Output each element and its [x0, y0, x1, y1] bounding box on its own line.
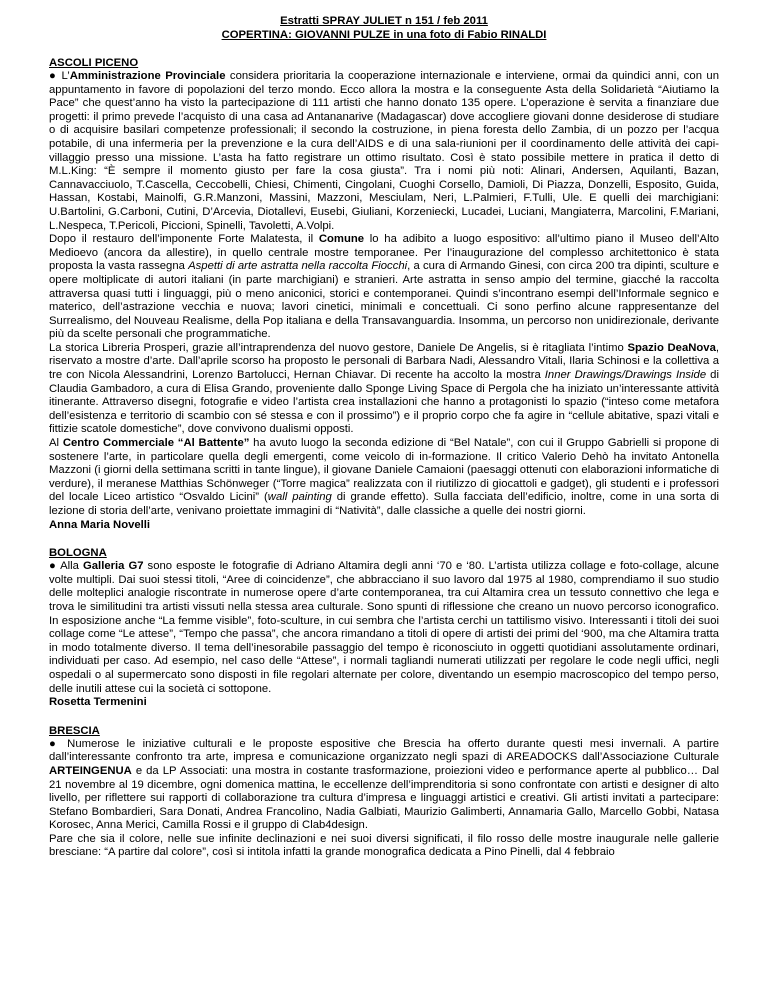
- paragraph: [49, 342, 719, 437]
- text-run: Pare che sia il colore, nelle sue infinite declinazioni e nei suoi diversi significati, il filo rosso delle mostre inaugurale nelle gallerie bresciane: “A partire dal colore”, così si intitola infatti la grande monografica dedicata a Pino Pinelli, dal 4 febbraio: [49, 832, 719, 859]
- paragraph: [49, 233, 719, 342]
- cover-caption: COPERTINA: GIOVANNI PULZE in una foto di Fabio RINALDI: [221, 29, 547, 41]
- text-run: considera prioritaria la cooperazione internazionale e interviene, ormai da quindici anni, con un appuntamento in favore di popolazioni del terzo mondo. Ecco allora la mostra e la conseguente Asta della Solidarietà “Aiutiamo la Pace” che quest’anno ha visto la partecipazione di 111 artisti che hanno donato 135 opere. L’operazione è servita a finanziare due progetti: il primo prevede l’acquisto di una casa ad Antananarive (Madagascar) dove accogliere giovani donne desiderose di studiare o di acquisire basilari competenze professionali; il secondo la costruzione, in piena foresta dello Zambia, di un pozzo per l’acqua potabile, di una infermeria per la prevenzione e la cura dell’AIDS e di una sala-riunioni per il coordinamento delle attività dei capi-villaggio presso una missione. L’asta ha fatto registrare un ottimo risultato. Così è stato possibile mettere in pratica il detto di M.L.King: “È sempre il momento giusto per fare la cosa giusta”. Tra i nomi più noti: Alinari, Andersen, Aquilanti, Bazan, Cannavacciuolo, T.Cascella, Ceccobelli, Chiesi, Chimenti, Cingolani, Cuoghi Corsello, Damioli, Di Piazza, Donzelli, Esposito, Guida, Hassan, Kostabi, Mainolfi, G.R.Manzoni, Massini, Mazzoni, Mesciulam, Neri, L.Palmieri, F.Tulli, Ule. E quelli dei marchigiani: U.Bartolini, G.Carboni, Cutini, D’Arcevia, Diotallevi, Eusebi, Giuliani, Korzeniecki, Lucadei, Luciani, Mangiaterra, Marcolini, F.Mariani, L.Nespeca, T.Pericoli, Piccioni, Spinelli, Tavoletti, A.Volpi.: [49, 70, 719, 232]
- text-run-italic: wall painting: [267, 491, 332, 504]
- paragraph: [49, 738, 719, 833]
- text-run: , riservato a mostre d’arte. Dall’aprile scorso ha proposto le personali di Barbara Nadi, Alessandro Vitali, Ilaria Schinosi e la collettiva a tre con Nicola Alessandrini, Lorenzo Bartolucci, Hernan Chiavar. Di recente ha accolto la mostra: [49, 341, 719, 382]
- text-run-bold: Spazio DeaNova: [627, 341, 716, 354]
- author-signature: Anna Maria Novelli: [49, 518, 151, 531]
- text-run: lo ha adibito a luogo espositivo: all’ultimo piano il Museo dell’Alto Medioevo (ancora da allestire), in quello centrale mostre temporanee. Per l’inaugurazione del complesso architettonico è stata proposta la vasta rassegna: [49, 233, 719, 273]
- text-run: di grande effetto). Sulla facciata dell’edificio, inoltre, come in una sorta di lezione di storia dell’arte, venivano proiettate immagini di “Natività”, dalle classiche a quelle dei nostri giorni.: [49, 491, 719, 517]
- section-title: BOLOGNA: [49, 547, 107, 560]
- text-run-bold: Comune: [318, 233, 365, 246]
- text-run: sono esposte le fotografie di Adriano Altamira degli anni ‘70 e ‘80. L’artista utilizza collage e foto-collage, alcune volte multipli. Dai suoi stessi titoli, “Aree di coincidenze”, che abbracciano il suo lavoro dal 1975 al 1980, comprendiamo il suo studio delle molteplici analogie riscontrate in numerose opere d’arte contemporanea, tra cui Altamira crea un tessuto connettivo che lega e trova le similitudini tra artisti vissuti nella stessa area culturale. Sono spunti di riflessione che creano un nuovo percorso iconografico. In esposizione anche “La femme visible”, foto-sculture, in cui sembra che l’artista cerchi un tattilismo visivo. Interessanti i titoli dei suoi collage come “Le attese”, “Tempo che passa”, che ancora rimandano a titoli di opere di artisti dei primi del ‘900, ma che Altamira tratta in modo totalmente diverso. Il tema dell’inesorabile passaggio del tempo è riconosciuto in oggetti quotidiani assolutamente ordinari, individuati per caso. Ad esempio, nel caso delle “Attese”, i normali tagliandi numerati utilizzati per regolare le code negli uffici, negli ospedali o al supermercato sono disposti in file regolari alternate per colore, diventando un esempio macroscopico del tempo perso, delle inutili attese cui la società ci sottopone.: [49, 560, 720, 695]
- text-run-bold: Amministrazione Provinciale: [69, 70, 226, 82]
- text-run: ● Numerose le iniziative culturali e le proposte espositive che Brescia ha offerto durante questi mesi invernali. A partire dall’interessante confronto tra arte, impresa e comunicazione organizzato negli spazi di AREADOCKS dall’Associazione Culturale: [49, 737, 719, 764]
- paragraph: [49, 437, 719, 519]
- text-run-bold: Galleria G7: [82, 560, 144, 573]
- section-title: ASCOLI PICENO: [49, 57, 139, 69]
- text-run: Dopo il restauro dell’imponente Forte Malatesta, il: [49, 233, 319, 246]
- text-run: Al: [49, 437, 63, 450]
- text-run: di Claudia Gambadoro, a cura di Elisa Grando, proveniente dallo Sponge Living Space di Pergola che ha iniziato un’interessante attività itinerante. Attraverso disegni, fotografie e video l’artista crea installazioni che hanno a protagonisti lo spazio (“inteso come metafora dell’esistenza e territorio di scambio con sé stessa e con il prossimo”) e il proprio corpo che fa agire in “cellule abitative, spazi vitali e fittizie scatole domestiche”, dove convivono dualismi opposti.: [49, 369, 719, 436]
- text-run: , a cura di Armando Ginesi, con circa 200 tra dipinti, sculture e opere moltiplicate di autori italiani (in parte marchigiani) e stranieri. Arte astratta in senso ampio del termine, giacché la raccolta attraversa quasi tutti i linguaggi, più o meno aniconici, storici e contemporanei. Quindi s’incontrano esempi dell’Informale segnico e materico, dell’astrazione vecchia e nuova; lavori cinetici, minimali e concettuali. Ci sono perfino alcune rappresentanze del Surrealismo, del Nouveau Realisme, della Pop italiana e della Transavanguardia. Insomma, un percorso non unidirezionale, derivante più da scelte personali che programmatiche.: [49, 260, 719, 341]
- section-title: BRESCIA: [49, 724, 100, 737]
- text-run-bold: ARTEINGENUA: [49, 764, 132, 777]
- text-run: ha avuto luogo la seconda edizione di “Bel Natale”, con cui il Gruppo Gabrielli si propone di sostenere l’arte, in particolare quella degli emergenti, come veicolo di in-formazione. Il critico Valerio Dehò ha invitato Antonella Mazzoni (i giorni della settimana scritti in tante lingue), il giovane Daniele Camaioni (paesaggi ottenuti con elaborazioni informatiche di verdure), il meranese Matthias Schönweger (“Torre magica” realizzata con il riutilizzo di giocattoli e gadget), gli studenti e i professori del locale Liceo artistico “Osvaldo Licini” (: [49, 437, 719, 504]
- issue-title: Estratti SPRAY JULIET n 151 / feb 2011: [280, 15, 488, 27]
- document-header: [49, 14, 719, 42]
- text-run: e da LP Associati: una mostra in costante trasformazione, proiezioni video e performance aperte al pubblico… Dal 21 novembre al 19 dicembre, ogni domenica mattina, le eccellenze dell’imprenditoria si sono confrontate con artisti e designer di alto livello, per riflettere sui rapporti di collaborazione tra cultura d’impresa e linguaggi artistici e creativi. Gli artisti invitati a partecipare: Stefano Bombardieri, Sara Donati, Andrea Francolino, Nadia Galbiati, Maurizio Galimberti, Annamaria Gallo, Marcello Gobbi, Natasa Korosec, Anna Merici, Camilla Rossi e il gruppo di Clab4design.: [49, 764, 719, 832]
- text-run: ● Alla: [49, 560, 83, 573]
- section-ascoli-piceno: [49, 56, 719, 532]
- text-run-italic: Aspetti di arte astratta nella raccolta Fiocchi: [188, 260, 408, 273]
- paragraph: [49, 560, 719, 696]
- text-run: ● L’: [49, 70, 70, 82]
- section-bologna: [49, 546, 719, 710]
- paragraph: [49, 833, 719, 860]
- paragraph: [49, 70, 719, 233]
- author-signature: Rosetta Termenini: [49, 696, 147, 709]
- text-run-italic: Inner Drawings/Drawings Inside: [544, 369, 707, 382]
- section-brescia: [49, 724, 719, 860]
- text-run: La storica Libreria Prosperi, grazie all’intraprendenza del nuovo gestore, Daniele De Angelis, si è ritagliata l’intimo: [49, 341, 628, 354]
- text-run-bold: Centro Commerciale “Al Battente”: [62, 437, 250, 450]
